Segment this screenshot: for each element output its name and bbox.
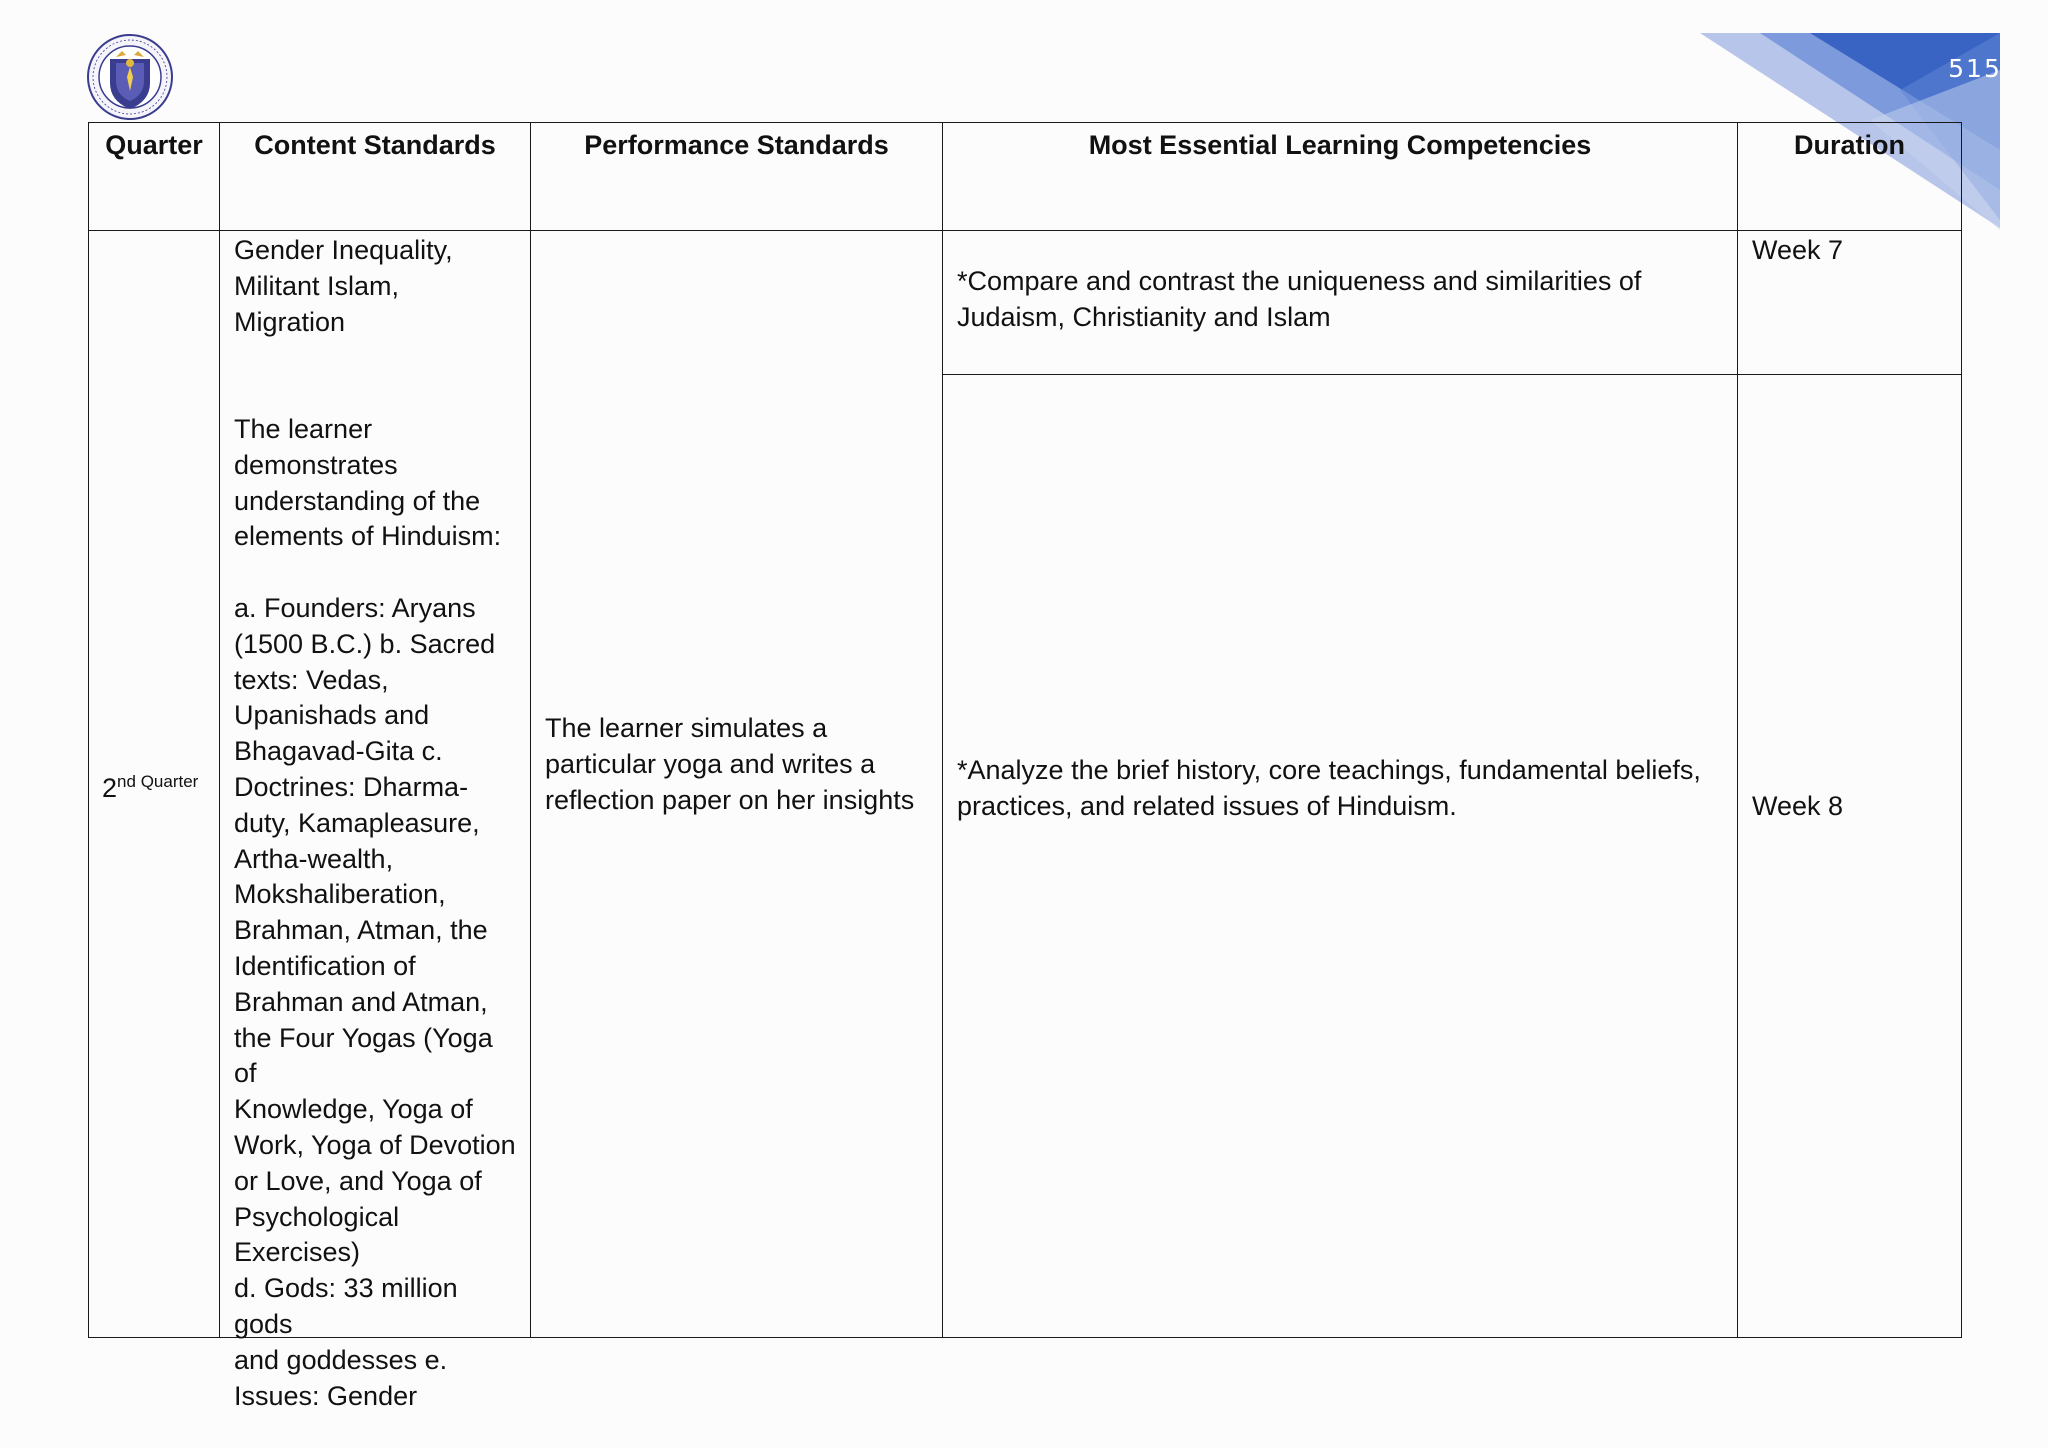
header-competencies: Most Essential Learning Competencies (942, 122, 1738, 231)
content-standards-cell: Gender Inequality, Militant Islam, Migration The learner demonstrates understanding of the elements of Hinduism: a. Founders: Aryans (1500 B.C.) b. Sacred texts: Vedas, Upanishads and Bhagavad-Gita c. Doctrines: Dharma- duty, Kamapleasure, Artha-wealth, Mokshaliberation, Brahman, Atman, the Identification of Brahman and Atman, the Four Yogas (Yoga of Knowledge, Yoga of Work, Yoga of Devotion or Love, and Yoga of Psychological Exercises) d. Gods: 33 million gods and goddesses e. Issues: Gender (219, 230, 531, 1338)
competency-cell-week8 (942, 374, 1738, 1338)
header-duration: Duration (1737, 122, 1962, 231)
performance-standard-text: The learner simulates a particular yoga and writes a reflection paper on her insights (545, 713, 915, 815)
competency-text-week8: *Analyze the brief history, core teachings, fundamental beliefs, practices, and related issues of Hinduism. (957, 755, 1701, 821)
duration-text-week8: Week 8 (1752, 791, 1844, 822)
quarter-word: Quarter (140, 771, 199, 791)
performance-standard-cell (530, 230, 943, 1338)
header-content-standards: Content Standards (219, 122, 531, 231)
deped-seal-logo (86, 33, 174, 121)
competency-text-week7: *Compare and contrast the uniqueness and similarities of Judaism, Christianity and Islam (957, 265, 1642, 332)
quarter-suffix: nd (117, 771, 136, 791)
page-number: 515 (1948, 54, 2002, 83)
competency-cell-week7 (942, 230, 1738, 375)
header-quarter: Quarter (88, 122, 220, 231)
duration-cell-week8 (1737, 374, 1962, 1338)
learning-competencies-table (88, 122, 1962, 1411)
quarter-label (102, 764, 198, 807)
quarter-cell (88, 230, 220, 1338)
duration-cell-week7: Week 7 (1737, 230, 1962, 375)
header-performance-standards: Performance Standards (530, 122, 943, 231)
quarter-number: 2 (102, 772, 118, 803)
